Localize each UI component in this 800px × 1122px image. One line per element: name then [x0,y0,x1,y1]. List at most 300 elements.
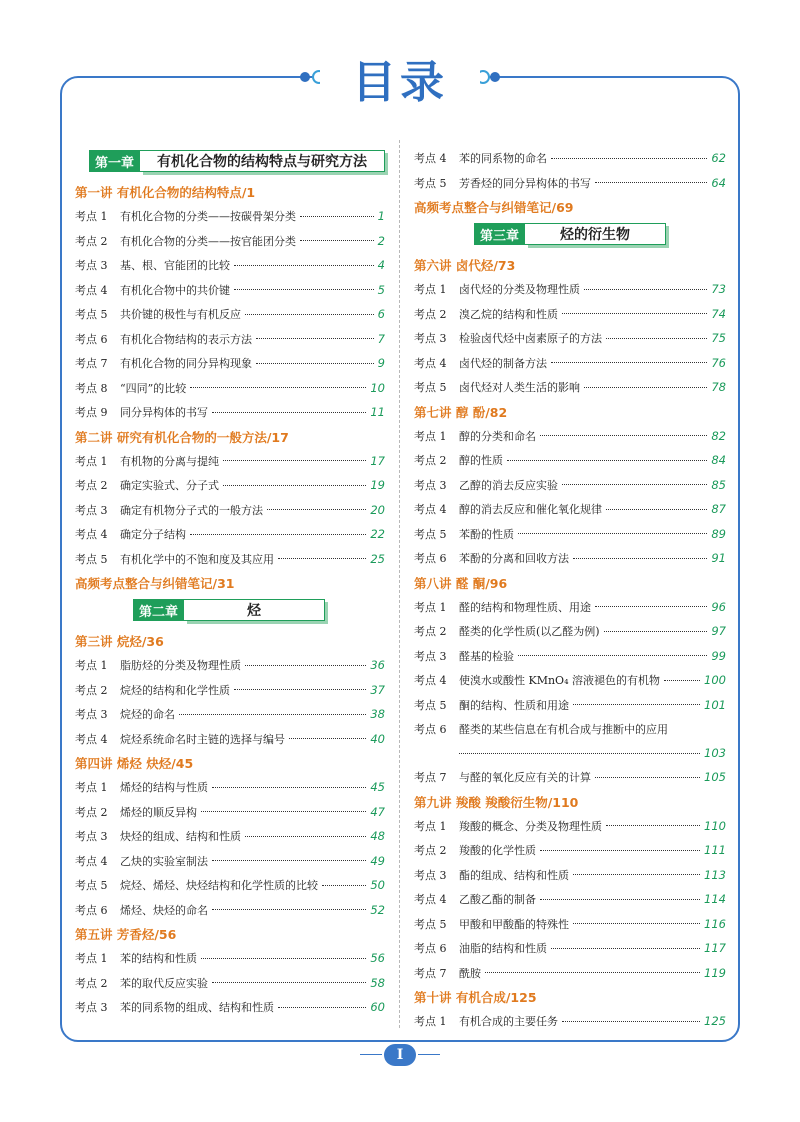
entry-page: 76 [711,355,726,370]
entry-text: 醇的消去反应和催化氧化规律 [459,503,602,517]
entry-label: 考点 2 [414,844,447,858]
entry-page: 11 [370,405,385,420]
toc-entry[interactable] [414,277,726,302]
dot-leader [540,850,700,851]
toc-entry[interactable] [75,376,385,401]
summary-heading[interactable]: 高频考点整合与纠错笔记/69 [414,200,574,215]
entry-text: 烷烃的命名 [120,708,175,722]
entry-label: 考点 6 [75,332,108,346]
entry-label: 考点 2 [414,454,447,468]
entry-page: 20 [370,502,385,517]
toc-entry[interactable] [414,765,726,790]
toc-entry[interactable] [414,887,726,912]
toc-entry[interactable] [75,653,385,678]
entry-label: 考点 6 [414,723,447,736]
entry-text: 醛基的检验 [459,649,514,663]
entry-page: 10 [370,380,385,395]
toc-entry[interactable] [414,546,726,571]
entry-label: 考点 5 [414,527,447,541]
entry-page: 40 [370,731,385,746]
entry-text: 烷烃的结构和化学性质 [120,683,230,697]
entry-label: 考点 1 [75,781,108,795]
dot-leader [604,631,708,632]
lecture-heading[interactable]: 第六讲 卤代烃/73 [414,258,516,273]
chapter-heading[interactable] [133,599,325,621]
entry-text: 烯烃的顺反异构 [120,805,197,819]
toc-entry[interactable] [414,302,726,327]
entry-text: 确定实验式、分子式 [120,479,219,493]
toc-entry[interactable] [75,678,385,703]
entry-page: 119 [704,965,726,980]
dot-leader [256,363,374,364]
entry-label: 考点 3 [414,478,447,492]
lecture-heading[interactable]: 第四讲 烯烃 炔烃/45 [75,756,194,771]
dot-leader [300,240,374,241]
entry-page: 101 [704,697,726,712]
entry-text: 溴乙烷的结构和性质 [459,307,558,321]
entry-text: 有机物的分离与提纯 [120,454,219,468]
entry-text: 确定有机物分子式的一般方法 [120,503,263,517]
entry-text: 有机化合物的同分异构现象 [120,357,252,371]
entry-text: 苯的同系物的命名 [459,152,547,166]
entry-page: 84 [711,453,726,468]
entry-label: 考点 4 [414,356,447,370]
decorative-dot-icon [300,72,310,82]
toc-entry[interactable] [75,946,385,971]
entry-page: 99 [711,648,726,663]
entry-label: 考点 2 [75,234,108,248]
toc-entry[interactable] [75,971,385,996]
entry-text: 有机化合物的分类——按碳骨架分类 [120,210,296,224]
chapter-title: 烃的衍生物 [525,223,666,245]
dot-leader [256,338,374,339]
toc-entry[interactable] [75,898,385,923]
entry-page: 56 [370,951,385,966]
entry-text: 苯的结构和性质 [120,952,197,966]
entry-page: 60 [370,1000,385,1015]
entry-page: 113 [704,867,726,882]
badge-rule [418,1054,440,1055]
lecture-heading[interactable]: 第五讲 芳香烃/56 [75,927,177,942]
entry-page: 36 [370,658,385,673]
entry-text: 乙酸乙酯的制备 [459,893,536,907]
entry-text: 有机合成的主要任务 [459,1015,558,1029]
dot-leader [267,509,366,510]
toc-entry[interactable] [75,873,385,898]
entry-text: 苯的取代反应实验 [120,976,208,990]
entry-text: 脂肪烃的分类及物理性质 [120,659,241,673]
entry-label: 考点 7 [75,357,108,371]
entry-text: 烯烃、炔烃的命名 [120,903,208,917]
toc-entry[interactable] [75,302,385,327]
entry-page: 103 [704,746,726,760]
entry-text: 酮的结构、性质和用途 [459,698,569,712]
entry-text: 烷烃、烯烃、炔烃结构和化学性质的比较 [120,879,318,893]
entry-label: 考点 4 [75,528,108,542]
toc-entry[interactable] [414,693,726,718]
dot-leader [664,680,700,681]
entry-page: 117 [704,941,726,956]
entry-label: 考点 2 [75,976,108,990]
entry-label: 考点 1 [75,454,108,468]
entry-label: 考点 6 [414,942,447,956]
toc-entry[interactable] [75,204,385,229]
entry-page: 78 [711,380,726,395]
dot-leader [212,787,366,788]
chapter-number: 第三章 [474,223,525,245]
summary-heading[interactable]: 高频考点整合与纠错笔记/31 [75,576,235,591]
entry-label: 考点 3 [75,1001,108,1015]
toc-entry[interactable] [414,375,726,400]
toc-entry[interactable] [414,936,726,961]
toc-entry[interactable] [414,522,726,547]
entry-label: 考点 2 [414,307,447,321]
entry-text: 使溴水或酸性 KMnO₄ 溶液褪色的有机物 [459,674,660,688]
dot-leader [551,948,700,949]
dot-leader [584,387,707,388]
column-divider [399,140,400,1028]
toc-entry[interactable] [414,497,726,522]
dot-leader [234,689,366,690]
entry-label: 考点 3 [75,503,108,517]
entry-page: 4 [377,258,385,273]
dot-leader [179,714,366,715]
dot-leader [606,825,700,826]
entry-page: 114 [704,892,726,907]
dot-leader [278,1007,366,1008]
entry-label: 考点 2 [75,683,108,697]
entry-label: 考点 1 [75,952,108,966]
entry-label: 考点 8 [75,381,108,395]
entry-page: 52 [370,902,385,917]
dot-leader [595,182,707,183]
entry-label: 考点 2 [414,625,447,639]
dot-leader [518,533,707,534]
dot-leader [223,485,366,486]
entry-page: 25 [370,551,385,566]
entry-page: 74 [711,306,726,321]
entry-text: 卤代烃的分类及物理性质 [459,283,580,297]
chapter-title: 有机化合物的结构特点与研究方法 [140,150,385,172]
entry-label: 考点 5 [414,381,447,395]
toc-entry[interactable] [75,522,385,547]
toc-entry[interactable] [414,668,726,693]
toc-entry[interactable] [75,849,385,874]
dot-leader [322,885,366,886]
entry-page: 75 [711,331,726,346]
lecture-heading[interactable]: 第七讲 醇 酚/82 [414,404,508,420]
toc-entry[interactable] [414,595,726,620]
dot-leader [300,216,374,217]
entry-label: 考点 7 [414,771,447,785]
entry-page: 111 [704,843,726,858]
dot-leader [595,777,700,778]
entry-page: 85 [711,477,726,492]
entry-label: 考点 1 [414,600,447,614]
entry-text: 酰胺 [459,966,481,980]
toc-entry[interactable] [414,171,726,196]
entry-text: 卤代烃对人类生活的影响 [459,381,580,395]
entry-label: 考点 1 [414,819,447,833]
entry-label: 考点 1 [414,1015,447,1029]
toc-entry[interactable] [414,351,726,376]
dot-leader [606,338,707,339]
entry-label: 考点 3 [414,649,447,663]
entry-page: 48 [370,829,385,844]
toc-entry[interactable] [75,327,385,352]
entry-page: 58 [370,975,385,990]
entry-page: 87 [711,502,726,517]
entry-label: 考点 5 [75,879,108,893]
entry-text: 油脂的结构和性质 [459,942,547,956]
dot-leader [245,836,366,837]
dot-leader [190,387,366,388]
entry-page: 89 [711,526,726,541]
entry-text: 共价键的极性与有机反应 [120,308,241,322]
dot-leader [201,958,366,959]
entry-label: 考点 4 [414,503,447,517]
toc-entry[interactable] [75,351,385,376]
dot-leader [540,435,707,436]
entry-text: 醇的性质 [459,454,503,468]
entry-page: 73 [711,282,726,297]
toc-entry[interactable] [75,400,385,425]
entry-label: 考点 3 [75,259,108,273]
entry-label: 考点 2 [75,805,108,819]
chapter-number: 第一章 [89,150,140,172]
dot-leader [485,972,700,973]
toc-entry[interactable] [75,473,385,498]
lecture-heading[interactable]: 第二讲 研究有机化合物的一般方法/17 [75,429,289,445]
dot-leader [540,899,700,900]
entry-text: 乙醇的消去反应实验 [459,478,558,492]
toc-entry[interactable] [75,775,385,800]
dot-leader [573,874,700,875]
dot-leader [562,313,707,314]
entry-text: 醇的分类和命名 [459,429,536,443]
entry-text: 醛类的某些信息在有机合成与推断中的应用 [459,723,668,736]
entry-text: 基、根、官能团的比较 [120,259,230,273]
entry-label: 考点 3 [414,868,447,882]
entry-page: 7 [377,331,385,346]
toc-entry[interactable] [75,702,385,727]
toc-entry[interactable] [414,717,726,765]
toc-entry[interactable] [414,424,726,449]
dot-leader [562,484,707,485]
entry-label: 考点 3 [75,830,108,844]
page-number-badge: I [384,1044,416,1066]
chapter-number: 第二章 [133,599,184,621]
entry-text: 有机化合物中的共价键 [120,283,230,297]
page-title: 目录 [352,57,448,108]
entry-page: 97 [711,624,726,639]
chapter-heading[interactable] [89,150,385,172]
dot-leader [212,909,366,910]
entry-text: 醛的结构和物理性质、用途 [459,600,591,614]
entry-text: 有机化学中的不饱和度及其应用 [120,552,274,566]
entry-page: 1 [377,209,385,224]
entry-page: 19 [370,478,385,493]
entry-text: 乙炔的实验室制法 [120,854,208,868]
toc-entry[interactable] [75,824,385,849]
entry-text: 卤代烃的制备方法 [459,356,547,370]
entry-text: 确定分子结构 [120,528,186,542]
dot-leader [190,534,366,535]
entry-page: 22 [370,527,385,542]
entry-page: 9 [377,356,385,371]
entry-page: 91 [711,551,726,566]
toc-entry[interactable] [414,326,726,351]
entry-page: 62 [711,151,726,166]
entry-text: 与醛的氧化反应有关的计算 [459,771,591,785]
entry-label: 考点 4 [414,152,447,166]
lecture-heading[interactable]: 第八讲 醛 酮/96 [414,575,508,591]
entry-label: 考点 5 [414,698,447,712]
dot-leader [551,158,707,159]
entry-text: 检验卤代烃中卤素原子的方法 [459,332,602,346]
toc-entry[interactable] [75,800,385,825]
toc-entry[interactable] [75,278,385,303]
entry-page: 5 [377,282,385,297]
entry-label: 考点 4 [75,732,108,746]
toc-entry[interactable] [75,995,385,1020]
entry-text: 酯的组成、结构和性质 [459,868,569,882]
lecture-heading[interactable]: 第三讲 烷烃/36 [75,634,164,649]
dot-leader [518,655,707,656]
toc-entry[interactable] [414,448,726,473]
entry-text: 有机化合物结构的表示方法 [120,332,252,346]
entry-page: 37 [370,682,385,697]
entry-label: 考点 1 [75,659,108,673]
dot-leader [245,314,374,315]
dot-leader [212,412,366,413]
entry-text: 炔烃的组成、结构和性质 [120,830,241,844]
dot-leader [562,1021,700,1022]
toc-left-column [75,146,385,1020]
lecture-heading[interactable]: 第十讲 有机合成/125 [414,990,537,1005]
entry-page: 17 [370,453,385,468]
dot-leader [234,265,374,266]
entry-label: 考点 5 [414,917,447,931]
entry-label: 考点 5 [75,308,108,322]
dot-leader [212,860,366,861]
entry-text: 甲酸和甲酸酯的特殊性 [459,917,569,931]
entry-page: 116 [704,916,726,931]
entry-page: 64 [711,175,726,190]
entry-page: 50 [370,878,385,893]
dot-leader [573,923,700,924]
lecture-heading[interactable]: 第一讲 有机化合物的结构特点/1 [75,185,256,200]
toc-right-column [414,146,726,1034]
entry-page: 105 [704,770,726,785]
dot-leader [212,982,366,983]
dot-leader [245,665,366,666]
entry-text: 苯酚的分离和回收方法 [459,552,569,566]
entry-label: 考点 3 [414,332,447,346]
entry-text: 同分异构体的书写 [120,406,208,420]
entry-label: 考点 4 [75,283,108,297]
entry-label: 考点 6 [414,552,447,566]
entry-text: “四同”的比较 [120,381,187,395]
dot-leader [606,509,707,510]
entry-label: 考点 4 [414,893,447,907]
toc-entry[interactable] [414,912,726,937]
toc-entry[interactable] [414,961,726,986]
entry-text: 苯的同系物的组成、结构和性质 [120,1001,274,1015]
entry-page: 82 [711,428,726,443]
entry-page: 100 [704,673,726,688]
toc-entry[interactable] [414,619,726,644]
chapter-heading[interactable] [474,223,666,245]
toc-entry[interactable] [414,146,726,171]
entry-label: 考点 6 [75,903,108,917]
entry-text: 羧酸的概念、分类及物理性质 [459,819,602,833]
dot-leader [551,362,707,363]
entry-label: 考点 3 [75,708,108,722]
entry-page: 38 [370,707,385,722]
toc-entry[interactable] [414,863,726,888]
entry-page: 6 [377,307,385,322]
dot-leader [278,558,366,559]
entry-label: 考点 9 [75,406,108,420]
toc-entry[interactable] [75,498,385,523]
toc-entry[interactable] [414,814,726,839]
entry-text: 羧酸的化学性质 [459,844,536,858]
toc-entry[interactable] [75,547,385,572]
dot-leader [234,289,374,290]
toc-entry[interactable] [414,838,726,863]
entry-label: 考点 2 [75,479,108,493]
toc-entry[interactable] [414,1009,726,1034]
toc-entry[interactable] [75,727,385,752]
entry-text: 有机化合物的分类——按官能团分类 [120,234,296,248]
dot-leader [459,753,700,754]
toc-entry[interactable] [414,644,726,669]
title-block [320,48,480,108]
entry-page: 110 [704,818,726,833]
entry-text: 苯酚的性质 [459,527,514,541]
entry-label: 考点 1 [414,283,447,297]
entry-label: 考点 4 [414,674,447,688]
toc-entry[interactable] [75,253,385,278]
entry-label: 考点 1 [75,210,108,224]
toc-entry[interactable] [414,473,726,498]
entry-page: 96 [711,599,726,614]
entry-label: 考点 4 [75,854,108,868]
dot-leader [584,289,707,290]
entry-page: 47 [370,804,385,819]
entry-text: 烷烃系统命名时主链的选择与编号 [120,732,285,746]
dot-leader [573,558,707,559]
entry-page: 125 [704,1014,726,1029]
entry-label: 考点 7 [414,966,447,980]
lecture-heading[interactable]: 第九讲 羧酸 羧酸衍生物/110 [414,794,579,810]
chapter-title: 烃 [184,599,325,621]
toc-entry[interactable] [75,229,385,254]
entry-page: 49 [370,853,385,868]
dot-leader [223,460,366,461]
entry-text: 芳香烃的同分异构体的书写 [459,176,591,190]
toc-entry[interactable] [75,449,385,474]
entry-label: 考点 5 [414,176,447,190]
dot-leader [201,811,366,812]
dot-leader [507,460,707,461]
badge-rule [360,1054,382,1055]
dot-leader [573,704,700,705]
entry-label: 考点 5 [75,552,108,566]
entry-label: 考点 1 [414,429,447,443]
dot-leader [595,606,707,607]
